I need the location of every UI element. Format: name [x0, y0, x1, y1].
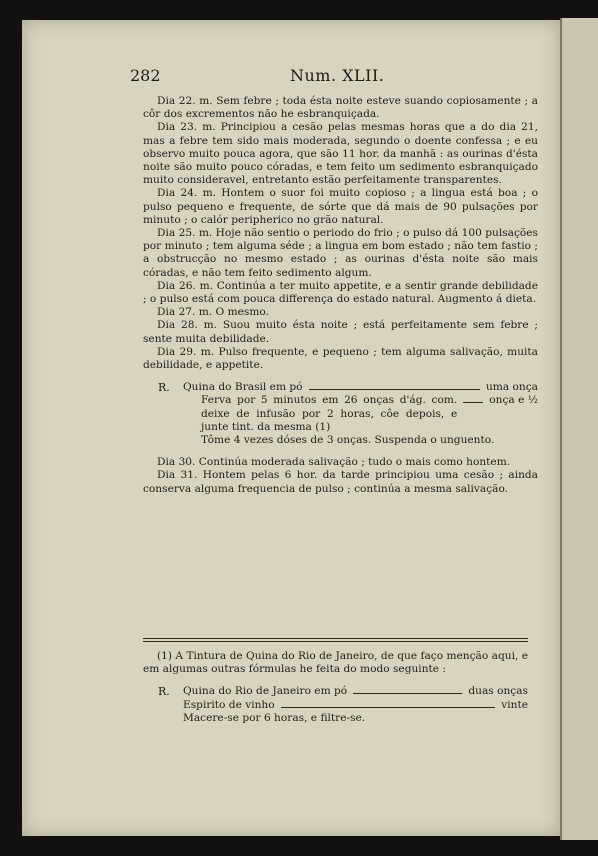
rx-line-2: [183, 394, 538, 434]
entry-day-23: Dia 23. m. Principiou a cesão pelas mesmas horas que a do dia 21, mas a febre tem sido mais moderada, segundo o doente confessa ; e eu observo muito pouca agora, que são 11 hor. da manhã : as ourinas d'ésta noite são muito pouco córadas, e tem feito um sedimento esbranquiçado muito consideravel, entretanto estão perfeitamente transparentes.: [143, 121, 538, 187]
footnote-rule: [143, 641, 528, 642]
rx-dash-rule: [353, 693, 462, 694]
rx-ingredient: Quina do Rio de Janeiro em pó: [183, 685, 348, 698]
rx-amount: duas onças: [468, 685, 528, 698]
rx-amount: onça e ½: [489, 394, 538, 407]
footnote-text: (1) A Tintura de Quina do Rio de Janeiro, de que faço menção aqui, e em algumas outras fórmulas he feita do modo seguinte :: [143, 650, 528, 676]
running-title: Num. XLII.: [290, 66, 385, 85]
prescription-quina-brasil: [143, 381, 538, 447]
entry-day-30: Dia 30. Continúa moderada salivação ; tudo o mais como hontem.: [157, 456, 511, 469]
rx-dash-rule: [309, 389, 480, 390]
rx-line-3: Tôme 4 vezes dóses de 3 onças. Suspenda o unguento.: [201, 434, 495, 447]
main-text: [143, 95, 538, 496]
entry-day-22: Dia 22. m. Sem febre ; toda ésta noite esteve suando copiosamente ; a côr dos excrementos não he esbranquiçada.: [143, 95, 538, 121]
page-number: 282: [130, 66, 161, 85]
entry-day-24: Dia 24. m. Hontem o suor foi muito copioso ; a lingua está boa ; o pulso pequeno e frequente, de sórte que dá mais de 90 pulsações por minuto ; o calór peripherico no grão natural.: [143, 187, 538, 226]
recipe-symbol: R.: [158, 685, 170, 699]
entry-day-31: Dia 31. Hontem pelas 6 hor. da tarde principiou uma cesão ; ainda conserva alguma frequencia de pulso ; continúa a mesma salivação.: [143, 469, 538, 495]
entry-day-28: Dia 28. m. Suou muito ésta noite ; está perfeitamente sem febre ; sente muita debilidade.: [143, 319, 538, 345]
page-header: [130, 66, 550, 92]
rx-amount: uma onça: [485, 381, 538, 394]
entry-day-25: Dia 25. m. Hoje não sentio o periodo do frio ; o pulso dá 100 pulsações por minuto ; tem alguma séde ; a lingua em bom estado ; não tem fastio ; a obstrucção no mesmo estado ; as ourinas d'ésta noite são mais córadas, e não tem feito sedimento algum.: [143, 227, 538, 279]
rx-dash-rule: [463, 402, 483, 403]
next-page-edge: [560, 18, 598, 840]
rx-line-2: [183, 699, 528, 712]
rx-ingredient: Espirito de vinho: [183, 698, 275, 711]
rx-line-1: [183, 685, 528, 698]
prescription-tintura: [143, 685, 528, 725]
rx-line-3: Macere-se por 6 horas, e filtre-se.: [183, 711, 366, 724]
rx-dash-rule: [281, 707, 496, 708]
rx-line-1: [183, 381, 538, 394]
entry-day-29: Dia 29. m. Pulso frequente, e pequeno ; tem alguma salivação, muita debilidade, e appetite.: [143, 345, 538, 372]
footnote: [143, 650, 528, 725]
entry-day-27: Dia 27. m. O mesmo.: [157, 306, 269, 319]
recipe-symbol: R.: [158, 381, 170, 395]
rx-amount: vinte: [501, 698, 528, 711]
footnote-rule: [143, 638, 528, 639]
entry-day-26: Dia 26. m. Continúa a ter muito appetite, e a sentir grande debilidade ; o pulso está com pouca differença do estado natural. Augmento á dieta.: [143, 279, 538, 306]
rx-instruction: Ferva por 5 minutos em 26 onças d'ág. com. deixe de infusão por 2 horas, côe depois, e junte tint. da mesma (1): [201, 394, 458, 433]
rx-ingredient: Quina do Brasil em pó: [183, 381, 303, 394]
